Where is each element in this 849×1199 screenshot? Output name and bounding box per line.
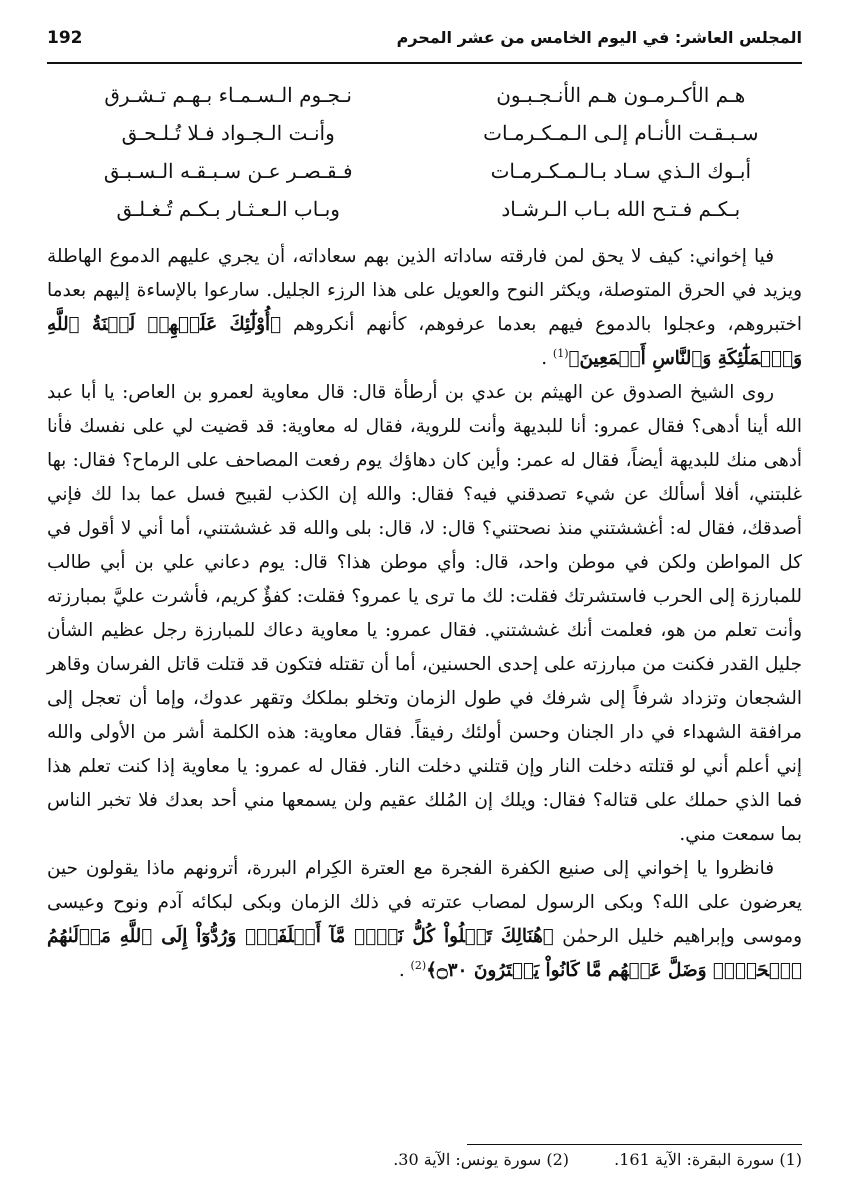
page-number: 192 [47,28,83,48]
paragraph-text: فانظروا يا إخواني إلى صنيع الكفرة الفجرة مع العترة الكِرام البررة، أترونهم ماذا يقولون حين يعرضون على الله؟ وبكى الرسول لمصاب عترته في ذلك الزمان وبكى لبكائه آدم ونوح وعيسى وموسى وإبراهيم خليل الرحمٰن [47,858,802,947]
paragraph-end: . [541,348,548,369]
verse-second-half: وأنـت الـجـواد فـلا تُـلـحـق [121,121,335,145]
verse-first-half: أبـوك الـذي سـاد بـالـمـكـرمـات [490,159,752,183]
poem-verse [47,190,802,228]
poem-verse [47,114,802,152]
footnotes [242,1150,802,1169]
verse-second-half: وبـاب الـعـثـار بـكـم تُـغـلـق [116,197,340,221]
verse-second-half: نـجـوم الـسـمـاء بـهـم تـشـرق [104,83,352,107]
poem-verse [47,76,802,114]
paragraph-end: . [398,960,405,981]
footnote: (1) سورة البقرة: الآية 161. [614,1150,802,1169]
paragraph [47,240,802,376]
verse-second-half: فـقـصـر عـن سـبـقـه الـسـبـق [103,159,353,183]
paragraph-text: فيا إخواني: كيف لا يحق لمن فارقته ساداته الذين بهم سعاداته، أن يجري عليهم الدموع الهاطلة ويزيد في الحرق المتوصلة، ويكثر النوح والعويل على هذا الرزء الجليل. سارعوا بالإساءة إليهم بعدما اختبروهم، وعجلوا بالدموع فيهم بعدما عرفوهم، كأنهم أنكروهم [47,246,802,335]
footnote-ref[interactable]: (2) [410,958,427,972]
quran-verse: ﴿هُنَالِكَ تَبۡلُواْ كُلُّ نَفۡسٖ مَّآ أَسۡلَفَتۡۚ وَرُدُّوٓاْ إِلَى ٱللَّهِ مَوۡلَىٰهُمُ ٱلۡحَقِّۖ وَضَلَّ عَنۡهُم مَّا كَانُواْ يَفۡتَرُونَ ۝٣٠﴾ [47,926,802,981]
footnote-ref[interactable]: (1) [552,346,569,360]
paragraph [47,852,802,988]
page-header [47,28,802,64]
footnote-divider [467,1144,802,1145]
quran-verse: ﴿أُوْلَٰٓئِكَ عَلَيۡهِمۡ لَعۡنَةُ ٱللَّهِ وَٱلۡمَلَٰٓئِكَةِ وَٱلنَّاسِ أَجۡمَعِينَ﴾ [47,314,802,369]
running-title: المجلس العاشر: في اليوم الخامس من عشر المحرم [396,28,802,47]
paragraph: روى الشيخ الصدوق عن الهيثم بن عدي بن أرطأة قال: قال معاوية لعمرو بن العاص: يا أبا عبد الله أينا أدهى؟ فقال عمرو: أنا للبديهة وأنت للروية، فقال له معاوية: قد قضيت لي على نفسك فأنا أدهى منك للبديهة أيضاً، فقال له عمر: وأين كان دهاؤك يوم رفعت المصاحف على الرماح؟ فقال: بها غلبتني، أفلا أسألك عن شيء تصدقني فيه؟ فقال: والله إن الكذب لقبيح فسل عما بدا لك فإني أصدقك، فقال له: أغششتني منذ نصحتني؟ قال: لا، قال: بلى والله قد غششتني، أما أني لا أقول في كل المواطن ولكن في موطن واحد، قال: وأي موطن هذا؟ قال: يوم دعاني علي بن أبي طالب للمبارزة إلى الحرب فاستشرتك فقلت: لك ما ترى يا عمرو؟ فقلت: كفؤٌ كريم، فأشرت عليَّ بمبارزته وأنت تعلم من هو، فعلمت أنك غششتني. فقال عمرو: يا معاوية دعاك للمبارزة رجل عظيم الشأن جليل القدر فكنت من مبارزته على إحدى الحسنين، أما أن تقتله فتكون قد قتلت قاتل الفرسان وقاهر الشجعان وتزداد شرفاً إلى شرفك في طول الزمان وتخلو بملكك وتقهر عدوك، وإما أن تعجل إلى مرافقة الشهداء في دار الجنان وحسن أولئك رفيقاً. فقال معاوية: هذه الكلمة أشر من الأولى والله إني أعلم أني لو قتلته دخلت النار وإن قتلني دخلت النار. فقال له عمرو: يا معاوية إذا كنت تعلم هذا فما الذي حملك على قتاله؟ فقال: ويلك إن المُلك عقيم ولن يسمعها مني أحد بعدك فلا تخبر الناس بما سمعت مني. [47,382,802,845]
poem [47,76,802,228]
footnote: (2) سورة يونس: الآية 30. [393,1150,570,1169]
verse-first-half: هـم الأكـرمـون هـم الأنـجـبـون [496,83,746,107]
verse-first-half: بـكـم فـتـح الله بـاب الـرشـاد [501,197,741,221]
body-text [47,240,802,988]
poem-verse [47,152,802,190]
verse-first-half: سـبـقـت الأنـام إلـى الـمـكـرمـات [483,121,759,145]
